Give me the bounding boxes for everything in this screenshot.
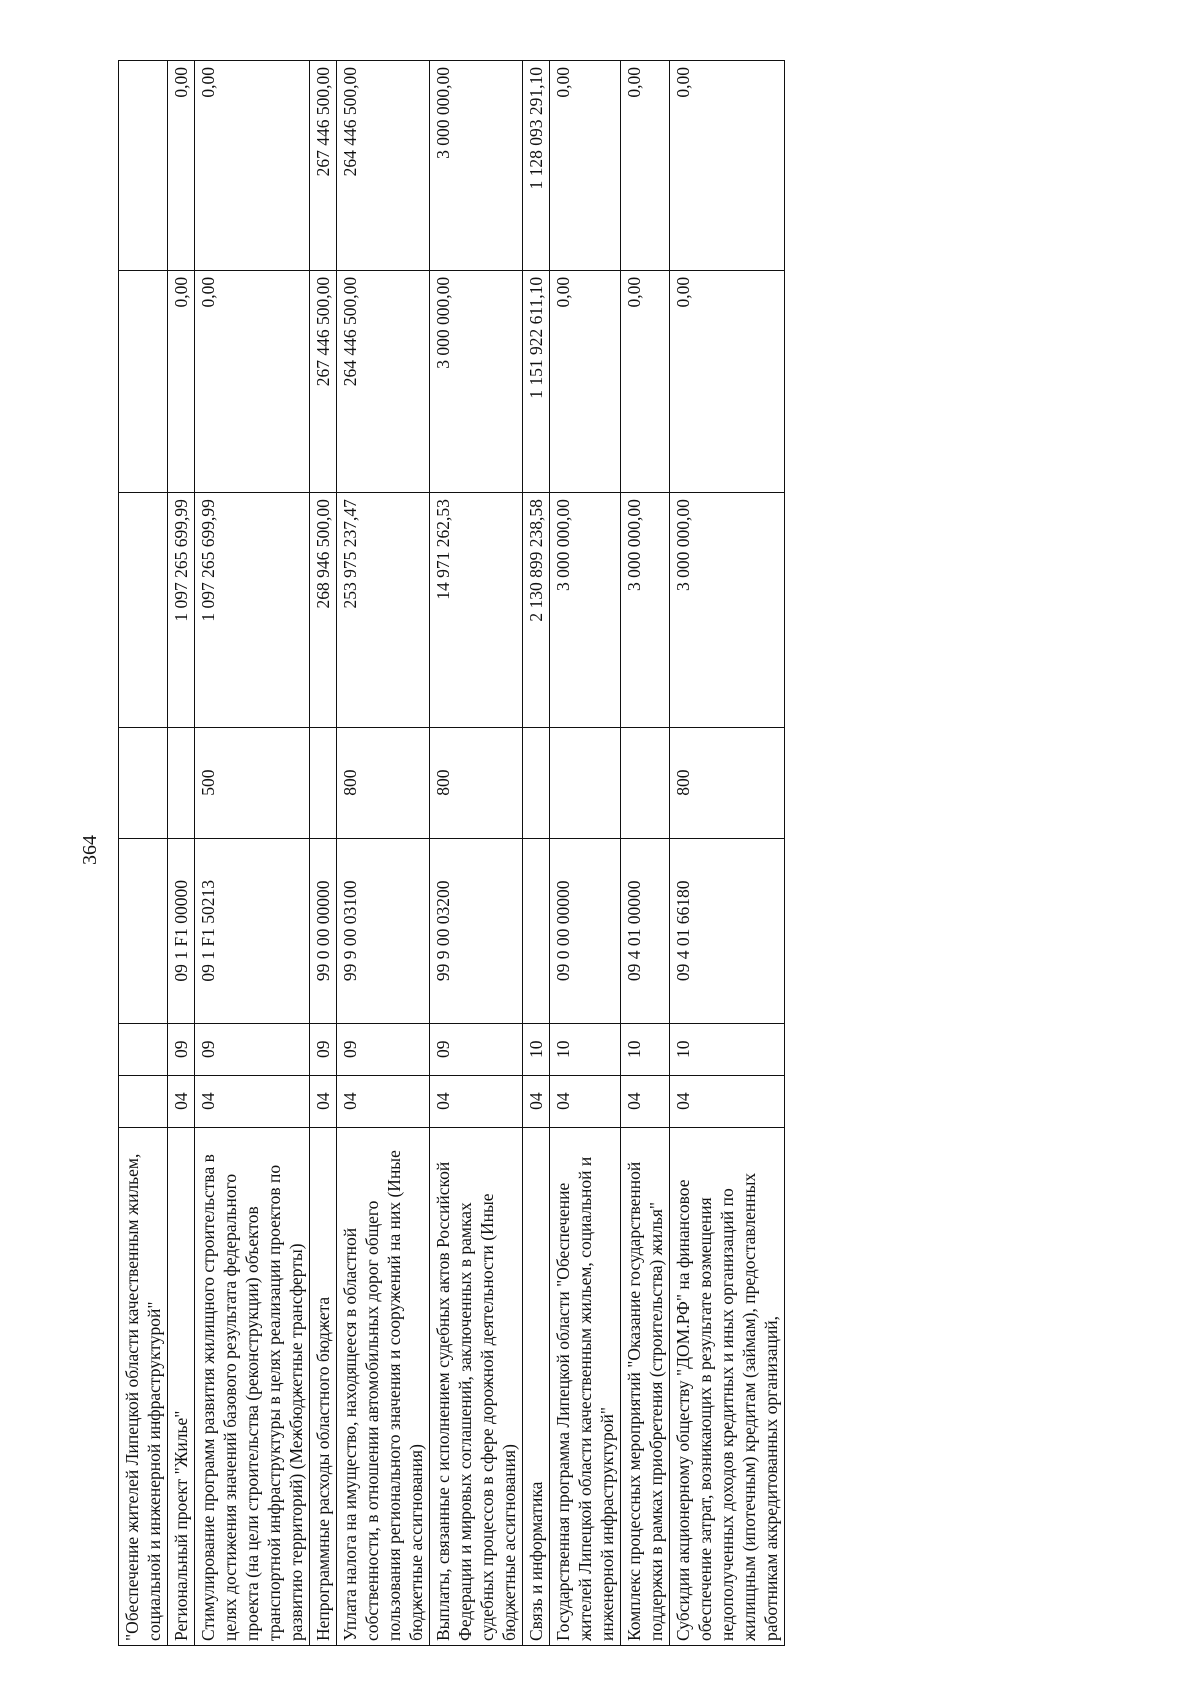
grbs-cell: 04 — [670, 1075, 785, 1127]
section-cell: 09 — [310, 1023, 337, 1075]
row-name-cell: Непрограммные расходы областного бюджета — [310, 1127, 337, 1645]
expense-type-cell — [550, 727, 621, 838]
row-name-cell: Стимулирование программ развития жилищного строительства в целях достижения значений базового результата федерального проекта (на цели строительства (реконструкции) объектов транспортной инфраструктуры в целях реализации проектов по развитию территорий) (Межбюджетные трансферты) — [195, 1127, 310, 1645]
target-article-cell: 99 9 00 03100 — [337, 838, 430, 1023]
row-name-cell: Выплаты, связанные с исполнением судебных актов Российской Федерации и мировых соглашений, заключенных в рамках судебных процессов в сфере дорожной деятельности (Иные бюджетные ассигнования) — [430, 1127, 523, 1645]
row-name-cell: "Обеспечение жителей Липецкой области качественным жильем, социальной и инженерной инфраструктурой" — [119, 1127, 168, 1645]
amount-year2-cell: 267 446 500,00 — [310, 270, 337, 492]
expense-type-cell — [310, 727, 337, 838]
table-row — [310, 61, 337, 1646]
row-name-cell: Региональный проект "Жилье" — [168, 1127, 195, 1645]
row-name-cell: Субсидии акционерному обществу "ДОМ.РФ" на финансовое обеспечение затрат, возникающих в результате возмещения недополученных доходов кредитных и иных организаций по жилищным (ипотечным) кредитам (займам), предоставленных работникам аккредитованных организаций, — [670, 1127, 785, 1645]
section-cell: 09 — [195, 1023, 310, 1075]
amount-year3-cell: 264 446 500,00 — [337, 61, 430, 271]
section-cell: 09 — [168, 1023, 195, 1075]
section-cell — [119, 1023, 168, 1075]
amount-year3-cell: 0,00 — [621, 61, 670, 271]
table-row — [195, 61, 310, 1646]
expense-type-cell: 800 — [337, 727, 430, 838]
amount-year1-cell — [119, 493, 168, 728]
amount-year3-cell: 3 000 000,00 — [430, 61, 523, 271]
expense-type-cell — [168, 727, 195, 838]
amount-year1-cell: 14 971 262,53 — [430, 493, 523, 728]
amount-year1-cell: 2 130 899 238,58 — [523, 493, 550, 728]
grbs-cell: 04 — [168, 1075, 195, 1127]
grbs-cell: 04 — [337, 1075, 430, 1127]
expense-type-cell: 800 — [670, 727, 785, 838]
target-article-cell — [119, 838, 168, 1023]
grbs-cell: 04 — [430, 1075, 523, 1127]
target-article-cell: 09 1 F1 00000 — [168, 838, 195, 1023]
target-article-cell — [523, 838, 550, 1023]
amount-year2-cell — [119, 270, 168, 492]
amount-year3-cell: 267 446 500,00 — [310, 61, 337, 271]
table-row — [119, 61, 168, 1646]
amount-year1-cell: 3 000 000,00 — [670, 493, 785, 728]
target-article-cell: 09 4 01 00000 — [621, 838, 670, 1023]
amount-year3-cell — [119, 61, 168, 271]
grbs-cell: 04 — [310, 1075, 337, 1127]
grbs-cell: 04 — [195, 1075, 310, 1127]
expense-type-cell — [621, 727, 670, 838]
amount-year2-cell: 0,00 — [168, 270, 195, 492]
row-name-cell: Уплата налога на имущество, находящееся в областной собственности, в отношении автомобильных дорог общего пользования регионального значения и сооружений на них (Иные бюджетные ассигнования) — [337, 1127, 430, 1645]
budget-table-container — [118, 60, 1133, 1646]
target-article-cell: 99 9 00 03200 — [430, 838, 523, 1023]
table-row — [621, 61, 670, 1646]
table-row — [523, 61, 550, 1646]
row-name-cell: Комплекс процессных мероприятий "Оказание государственной поддержки в рамках приобретения (строительства) жилья" — [621, 1127, 670, 1645]
amount-year2-cell: 3 000 000,00 — [430, 270, 523, 492]
amount-year2-cell: 0,00 — [670, 270, 785, 492]
amount-year3-cell: 0,00 — [670, 61, 785, 271]
amount-year2-cell: 1 151 922 611,10 — [523, 270, 550, 492]
table-row — [168, 61, 195, 1646]
amount-year2-cell: 0,00 — [621, 270, 670, 492]
amount-year3-cell: 1 128 093 291,10 — [523, 61, 550, 271]
target-article-cell: 09 0 00 00000 — [550, 838, 621, 1023]
amount-year1-cell: 3 000 000,00 — [621, 493, 670, 728]
row-name-cell: Связь и информатика — [523, 1127, 550, 1645]
amount-year1-cell: 3 000 000,00 — [550, 493, 621, 728]
target-article-cell: 99 0 00 00000 — [310, 838, 337, 1023]
amount-year1-cell: 1 097 265 699,99 — [168, 493, 195, 728]
grbs-cell: 04 — [523, 1075, 550, 1127]
section-cell: 10 — [670, 1023, 785, 1075]
expense-type-cell: 800 — [430, 727, 523, 838]
target-article-cell: 09 4 01 66180 — [670, 838, 785, 1023]
target-article-cell: 09 1 F1 50213 — [195, 838, 310, 1023]
grbs-cell — [119, 1075, 168, 1127]
amount-year2-cell: 0,00 — [195, 270, 310, 492]
grbs-cell: 04 — [621, 1075, 670, 1127]
section-cell: 10 — [550, 1023, 621, 1075]
page-number: 364 — [79, 835, 101, 865]
amount-year2-cell: 264 446 500,00 — [337, 270, 430, 492]
amount-year1-cell: 253 975 237,47 — [337, 493, 430, 728]
amount-year3-cell: 0,00 — [195, 61, 310, 271]
section-cell: 09 — [430, 1023, 523, 1075]
amount-year2-cell: 0,00 — [550, 270, 621, 492]
budget-table — [118, 60, 785, 1646]
table-row — [670, 61, 785, 1646]
amount-year1-cell: 268 946 500,00 — [310, 493, 337, 728]
amount-year1-cell: 1 097 265 699,99 — [195, 493, 310, 728]
expense-type-cell: 500 — [195, 727, 310, 838]
grbs-cell: 04 — [550, 1075, 621, 1127]
section-cell: 09 — [337, 1023, 430, 1075]
table-row — [550, 61, 621, 1646]
expense-type-cell — [523, 727, 550, 838]
section-cell: 10 — [621, 1023, 670, 1075]
row-name-cell: Государственная программа Липецкой области "Обеспечение жителей Липецкой области качественным жильем, социальной и инженерной инфраструктурой" — [550, 1127, 621, 1645]
table-row — [430, 61, 523, 1646]
section-cell: 10 — [523, 1023, 550, 1075]
table-body — [119, 61, 785, 1646]
table-row — [337, 61, 430, 1646]
amount-year3-cell: 0,00 — [550, 61, 621, 271]
amount-year3-cell: 0,00 — [168, 61, 195, 271]
expense-type-cell — [119, 727, 168, 838]
